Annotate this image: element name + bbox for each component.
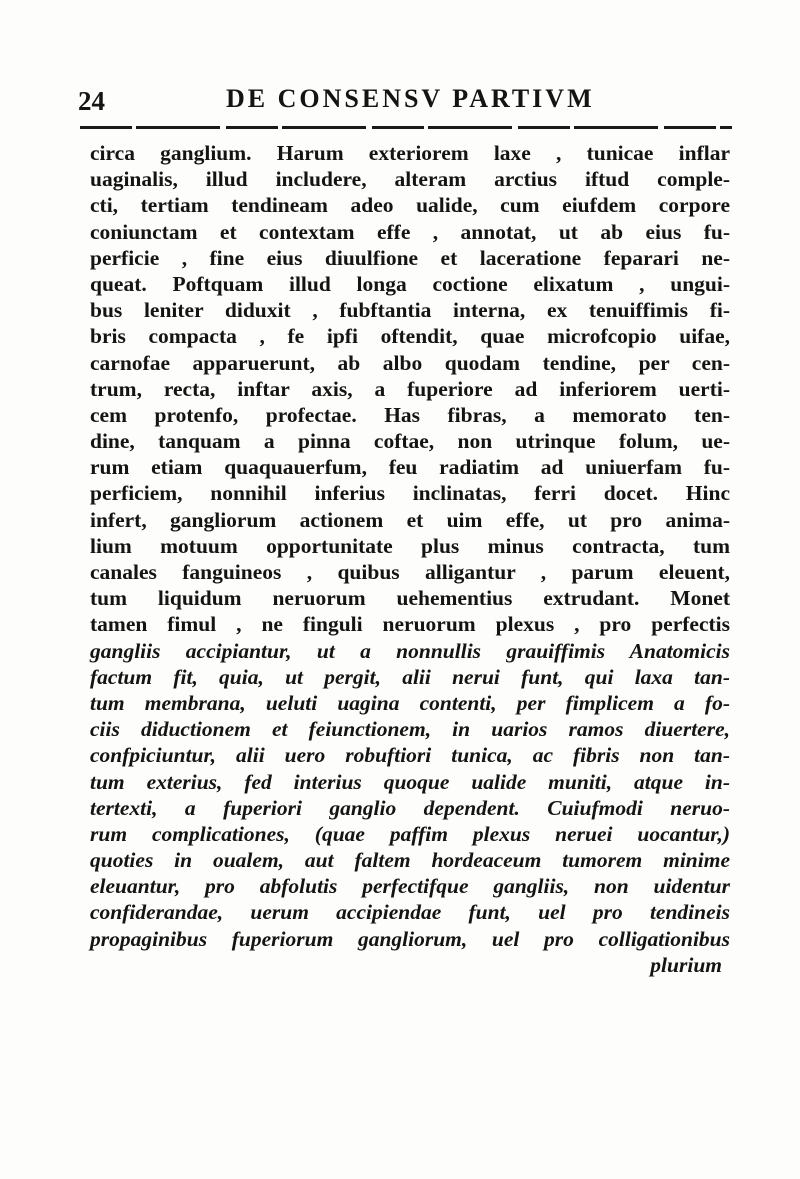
text-line: carnofae apparuerunt, ab albo quodam tendine, per cen-	[90, 350, 730, 375]
text-line: cem protenfo, profectae. Has fibras, a memorato ten-	[90, 402, 730, 427]
catchword: plurium	[650, 952, 722, 977]
text-line: cti, tertiam tendineam adeo ualide, cum eiufdem corpore	[90, 193, 730, 218]
text-line: queat. Poftquam illud longa coctione elixatum , ungui-	[90, 271, 730, 296]
text-line: trum, recta, inftar axis, a fuperiore ad inferiorem uerti-	[90, 376, 730, 401]
text-line: tamen fimul , ne finguli neruorum plexus , pro perfectis	[90, 612, 730, 637]
text-line: dine, tanquam a pinna coftae, non utrinque folum, ue-	[90, 429, 730, 454]
text-line: confpiciuntur, alii uero robuftiori tunica, ac fibris non tan-	[90, 743, 730, 768]
page-number: 24	[78, 86, 105, 116]
header-rule	[80, 126, 732, 129]
text-line: tum liquidum neruorum uehementius extrudant. Monet	[90, 586, 730, 611]
running-head: DE CONSENSV PARTIVM	[226, 84, 595, 113]
text-line: gangliis accipiantur, ut a nonnullis grauiffimis Anatomicis	[90, 638, 730, 663]
text-line: tertexti, a fuperiori ganglio dependent. Cuiufmodi neruo-	[90, 795, 730, 820]
text-line: tum exterius, fed interius quoque ualide muniti, atque in-	[90, 769, 730, 794]
text-line: confiderandae, uerum accipiendae funt, uel pro tendineis	[90, 900, 730, 925]
text-line: perficiem, nonnihil inferius inclinatas, ferri docet. Hinc	[90, 481, 730, 506]
text-line: rum etiam quaquauerfum, feu radiatim ad uniuerfam fu-	[90, 455, 730, 480]
text-line: uaginalis, illud includere, alteram arctius iftud comple-	[90, 167, 730, 192]
text-line: canales fanguineos , quibus alligantur , parum eleuent,	[90, 560, 730, 584]
text-line: bus leniter diduxit , fubftantia interna, ex tenuiffimis fi-	[90, 298, 730, 323]
text-line: bris compacta , fe ipfi oftendit, quae microfcopio uifae,	[90, 324, 730, 349]
text-line: circa ganglium. Harum exteriorem laxe , tunicae inflar	[90, 141, 730, 165]
text-line: rum complicationes, (quae paffim plexus neruei uocantur,)	[90, 821, 730, 846]
text-line: propaginibus fuperiorum gangliorum, uel pro colligationibus	[90, 926, 730, 951]
page-header	[78, 84, 728, 124]
body-text	[90, 140, 730, 978]
text-line: coniunctam et contextam effe , annotat, ut ab eius fu-	[90, 219, 730, 244]
text-line: lium motuum opportunitate plus minus contracta, tum	[90, 533, 730, 558]
text-line: perficie , fine eius diuulfione et laceratione feparari ne-	[90, 245, 730, 270]
text-line: factum fit, quia, ut pergit, alii nerui funt, qui laxa tan-	[90, 664, 730, 689]
text-line: infert, gangliorum actionem et uim effe, ut pro anima-	[90, 507, 730, 532]
text-line: tum membrana, ueluti uagina contenti, per fimplicem a fo-	[90, 690, 730, 715]
text-line: eleuantur, pro abfolutis perfectifque gangliis, non uidentur	[90, 874, 730, 899]
text-line: ciis diductionem et feiunctionem, in uarios ramos diuertere,	[90, 717, 730, 742]
text-line: quoties in oualem, aut faltem hordeaceum tumorem minime	[90, 848, 730, 873]
